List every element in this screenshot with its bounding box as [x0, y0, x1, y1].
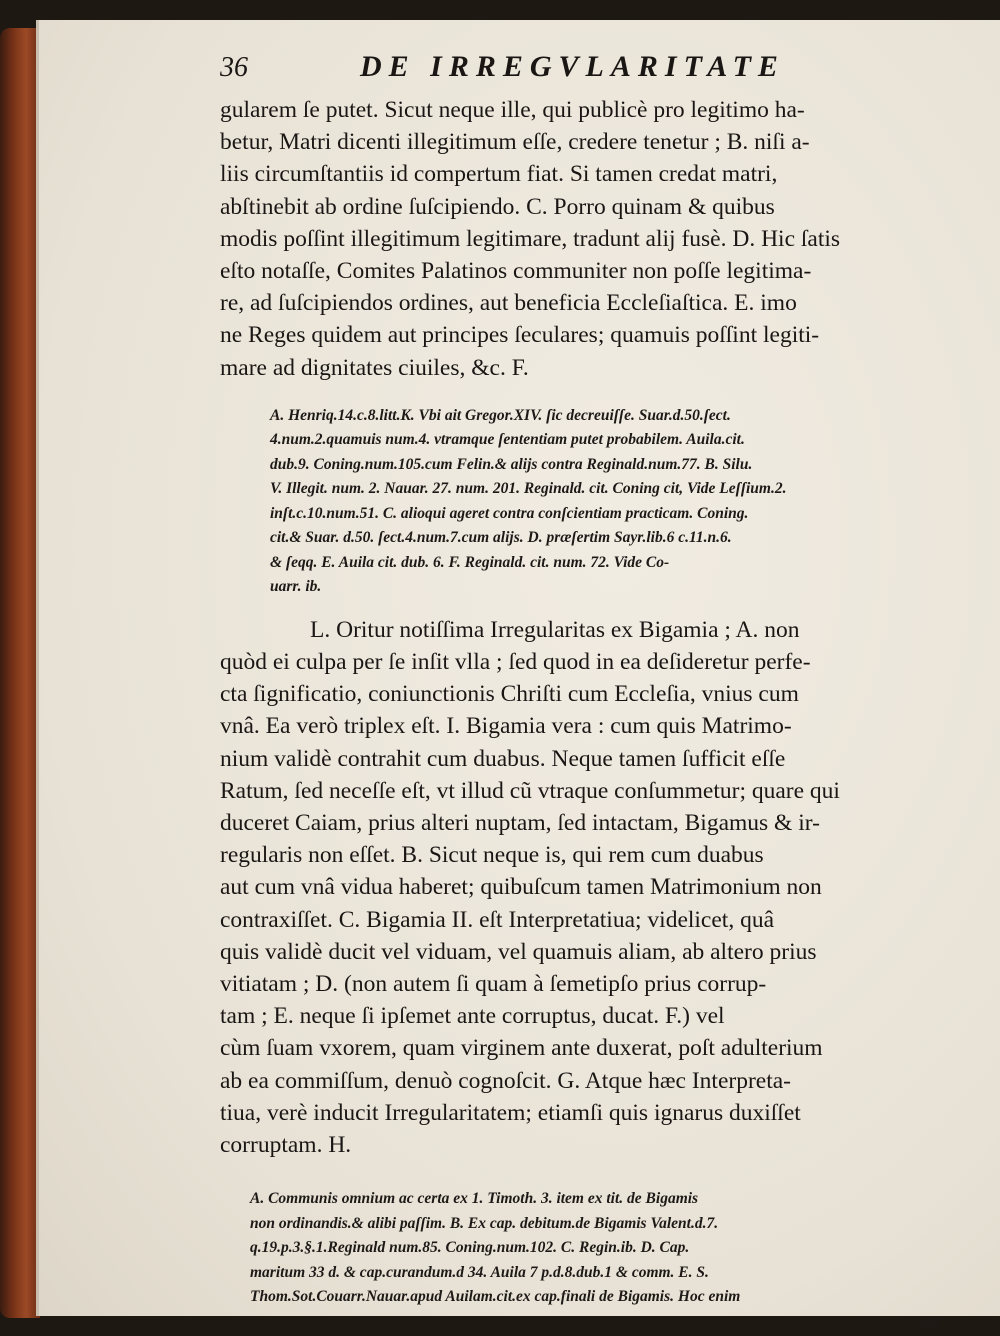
text-line: nium validè contrahit cum duabus. Neque tamen ſufficit eſſe: [220, 745, 786, 772]
marginal-notes-one: [220, 404, 950, 600]
note-line: & ſeqq. E. Auila cit. dub. 6. F. Reginald. cit. num. 72. Vide Co-: [270, 553, 670, 571]
marginal-notes-two: [220, 1187, 950, 1334]
text-line: regularis non eſſet. B. Sicut neque is, qui rem cum duabus: [220, 842, 764, 869]
note-line: cit.& Suar. d.50. ſect.4.num.7.cum alijs. D. præſertim Sayr.lib.6 c.11.n.6.: [270, 529, 732, 547]
text-line: ab ea commiſſum, denuò cognoſcit. G. Atque hæc Interpreta-: [220, 1067, 792, 1094]
note-line: Thom.Sot.Couarr.Nauar.apud Auilam.cit.ex cap.finali de Bigamis. Hoc enim: [250, 1288, 741, 1306]
text-line: quòd ei culpa per ſe inſit vlla ; ſed quod in ea deſideretur perfe-: [220, 649, 811, 676]
book-binding-edge: [0, 28, 40, 1318]
main-text-section-two: [220, 614, 950, 1161]
note-line: non ordinandis.& alibi paſſim. B. Ex cap. debitum.de Bigamis Valent.d.7.: [250, 1214, 719, 1232]
running-head-title: DE IRREGVLARITATE: [360, 50, 785, 83]
text-line: ne Reges quidem aut principes ſeculares; quamuis poſſint legiti-: [220, 322, 820, 349]
text-line: eſto notaſſe, Comites Palatinos communiter non poſſe legitima-: [220, 258, 812, 285]
text-line: cta ſignificatio, coniunctionis Chriſti cum Eccleſia, vnius cum: [220, 681, 799, 708]
note-line: inſt.c.10.num.51. C. alioqui ageret contra conſcientiam practicam. Coning.: [270, 504, 749, 522]
note-line: dub.9. Coning.num.105.cum Felin.& alijs contra Reginald.num.77. B. Silu.: [270, 455, 753, 473]
note-line: V. Illegit. num. 2. Nauar. 27. num. 201. Reginald. cit. Coning cit, Vide Leſſium.2.: [270, 480, 787, 498]
text-line: Ratum, ſed neceſſe eſt, vt illud cũ vtraque conſummetur; quare qui: [220, 777, 840, 804]
text-line: vitiatam ; D. (non autem ſi quam à ſemetipſo prius corrup-: [220, 971, 767, 998]
text-block: [220, 50, 950, 1334]
text-line: modis poſſint illegitimum legitimare, tradunt alij fusè. D. Hic ſatis: [220, 225, 841, 252]
text-line: re, ad ſuſcipiendos ordines, aut beneficia Eccleſiaſtica. E. imo: [220, 290, 797, 317]
text-line: gularem ſe putet. Sicut neque ille, qui publicè pro legitimo ha-: [220, 97, 805, 123]
note-line: uarr. ib.: [270, 578, 322, 596]
text-line: vnâ. Ea verò triplex eſt. I. Bigamia vera : cum quis Matrimo-: [220, 713, 792, 740]
catchword: non: [915, 1312, 940, 1330]
text-line: cùm ſuam vxorem, quam virginem ante duxerat, poſt adulterium: [220, 1035, 823, 1062]
text-line: tam ; E. neque ſi ipſemet ante corruptus, ducat. F.) vel: [220, 1003, 725, 1030]
page-number: 36: [220, 52, 248, 83]
text-line: duceret Caiam, prius alteri nuptam, ſed intactam, Bigamus & ir-: [220, 810, 820, 837]
note-line: A. Henriq.14.c.8.litt.K. Vbi ait Gregor.XIV. ſic decreuiſſe. Suar.d.50.ſect.: [270, 406, 731, 424]
text-line: liis circumſtantiis id compertum fiat. Si tamen credat matri,: [220, 161, 778, 188]
running-head: [220, 50, 950, 94]
text-line: abſtinebit ab ordine ſuſcipiendo. C. Porro quinam & quibus: [220, 193, 775, 220]
note-line: A. Communis omnium ac certa ex 1. Timoth. 3. item ex tit. de Bigamis: [250, 1190, 699, 1208]
note-line: maritum 33 d. & cap.curandum.d 34. Auila 7 p.d.8.dub.1 & comm. E. S.: [250, 1263, 709, 1281]
note-line: 4.num.2.quamuis num.4. vtramque ſententiam putet probabilem. Auila.cit.: [270, 431, 745, 449]
text-line: aut cum vnâ vidua haberet; quibuſcum tamen Matrimonium non: [220, 874, 822, 901]
text-line: quis validè ducit vel viduam, vel quamuis aliam, ab altero prius: [220, 938, 817, 965]
note-line: q.19.p.3.§.1.Reginald num.85. Coning.num.102. C. Regin.ib. D. Cap.: [250, 1239, 690, 1257]
text-line: mare ad dignitates ciuiles, &c. F.: [220, 354, 529, 381]
text-line: L. Oritur notiſſima Irregularitas ex Bigamia ; A. non: [310, 616, 800, 643]
text-line: betur, Matri dicenti illegitimum eſſe, credere tenetur ; B. niſi a-: [220, 129, 810, 156]
text-line: contraxiſſet. C. Bigamia II. eſt Interpretatiua; videlicet, quâ: [220, 906, 775, 933]
main-text-section-one: [220, 94, 950, 384]
text-line: tiua, verè inducit Irregularitatem; etiamſi quis ignarus duxiſſet: [220, 1099, 801, 1126]
text-line: corruptam. H.: [220, 1132, 352, 1159]
